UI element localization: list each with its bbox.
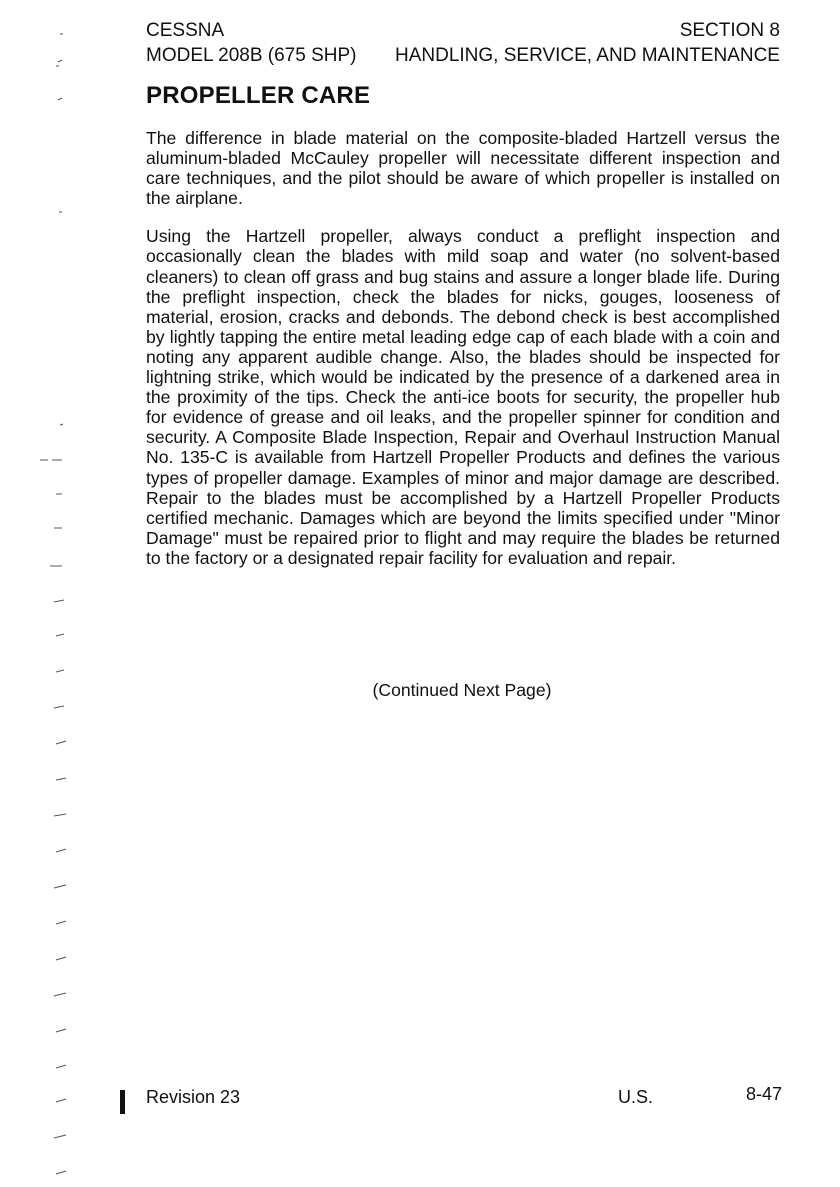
revision-change-bar [120, 1090, 125, 1114]
page-header [146, 18, 780, 68]
binding-hole-marks [28, 0, 78, 1187]
revision-label: Revision 23 [146, 1087, 241, 1107]
section-number: SECTION 8 [679, 20, 780, 41]
body-text [146, 128, 780, 586]
page-number: 8-47 [745, 1084, 782, 1104]
paragraph-hartzell-care: Using the Hartzell propeller, always conduct a preflight inspection and occasionally clean the blades with mild soap and water (no solvent-based cleaners) to clean off grass and bug stains and assure a longer blade life. During the preflight inspection, check the blades for nicks, gouges, looseness of material, erosion, cracks and debonds. The debond check is best accomplished by lightly tapping the entire metal leading edge cap of each blade with a coin and noting any apparent audible change. Also, the blades should be inspected for lightning strike, which would be indicated by the presence of a darkened area in the proximity of the tips. Check the anti-ice boots for security, the propeller hub for evidence of grease and oil leaks, and the propeller spinner for condition and security. A Composite Blade Inspection, Repair and Overhaul Instruction Manual No. 135-C is available from Hartzell Propeller Products and defines the various types of propeller damage. Examples of minor and major damage are described. Repair to the blades must be accomplished by a Hartzell Propeller Products certified mechanic. Damages which are beyond the limits specified under "Minor Damage" must be repaired prior to flight and may require the blades be returned to the factory or a designated repair facility for evaluation and repair. [146, 226, 780, 568]
page-title: PROPELLER CARE [146, 82, 371, 109]
aircraft-model: MODEL 208B (675 SHP) [146, 45, 357, 66]
header-row-bottom [146, 43, 780, 68]
header-row-top [146, 18, 780, 43]
page-footer [120, 1084, 782, 1114]
paragraph-intro: The difference in blade material on the composite-bladed Hartzell versus the aluminum-bladed McCauley propeller will necessitate different inspection and care techniques, and the pilot should be aware of which propeller is installed on the airplane. [146, 128, 780, 209]
manufacturer-name: CESSNA [146, 20, 225, 41]
region-label: U.S. [618, 1087, 654, 1107]
continued-notice: (Continued Next Page) [372, 680, 552, 700]
section-title: HANDLING, SERVICE, AND MAINTENANCE [394, 45, 780, 66]
